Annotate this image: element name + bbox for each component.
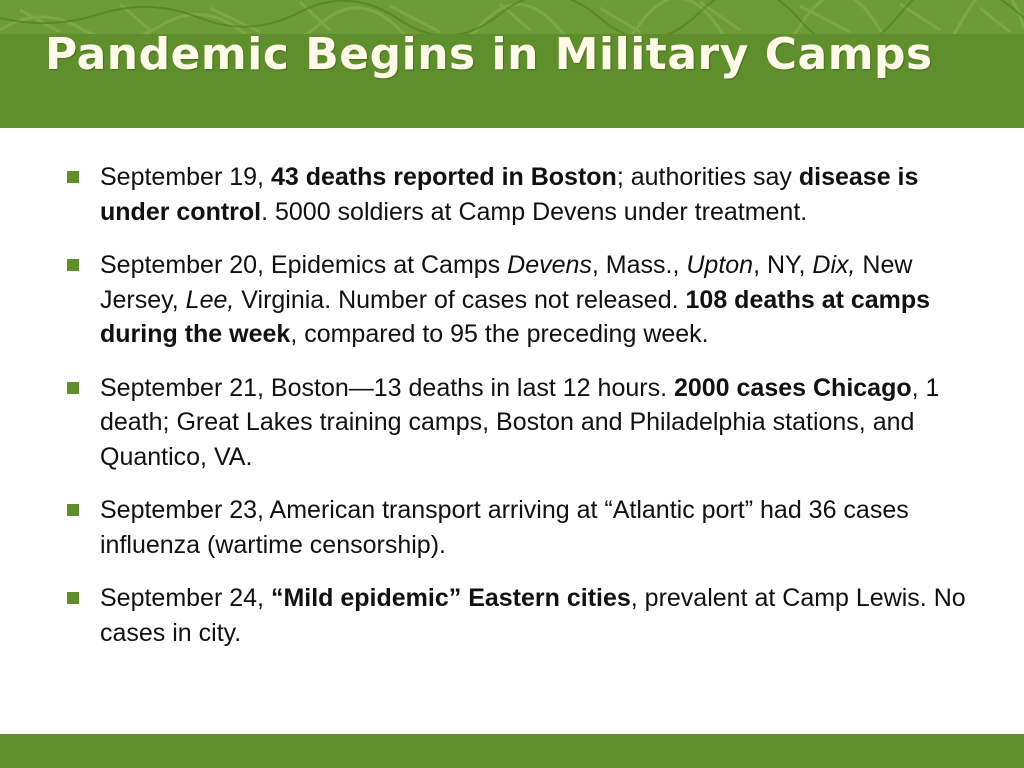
text-run: September 23, American transport arriving at “Atlantic port” had 36 cases influenza (wartime censorship). (100, 496, 909, 559)
bullet-square-icon (67, 171, 79, 183)
bullet-square-icon (67, 592, 79, 604)
bullet-text (100, 581, 982, 650)
text-run: 43 deaths reported in Boston (270, 163, 617, 191)
text-run: , prevalent at Camp Lewis. No cases in city. (100, 584, 966, 647)
bullet-text (100, 160, 982, 229)
bullet-square-icon (67, 259, 79, 271)
text-run: 2000 cases Chicago (673, 373, 912, 402)
text-run: ; authorities say (616, 163, 799, 191)
text-run: 108 deaths at camps during the week (100, 285, 931, 348)
text-run: Virginia. Number of cases not released. (234, 285, 686, 314)
footer-band (0, 734, 1024, 768)
slide-title: Pandemic Begins in Military Camps (45, 29, 933, 80)
bullet-square-icon (67, 504, 79, 516)
text-run: disease is under control (100, 163, 919, 226)
text-run: , Mass., (591, 251, 687, 279)
bullet-item (62, 160, 982, 229)
bullet-text (100, 248, 982, 352)
bullet-list (62, 160, 982, 669)
text-run: Lee, (185, 285, 235, 314)
header-band (0, 0, 1024, 128)
text-run: . 5000 soldiers at Camp Devens under treatment. (261, 197, 808, 226)
text-run: September 24, (100, 584, 271, 612)
bullet-text (100, 493, 982, 562)
text-run: “Mild epidemic” Eastern cities (270, 584, 631, 612)
text-run: , compared to 95 the preceding week. (290, 320, 709, 348)
text-run: September 21, Boston—13 deaths in last 12 hours. (100, 373, 674, 402)
text-run: , 1 death; Great Lakes training camps, Boston and Philadelphia stations, and Quantico, VA. (100, 373, 940, 471)
text-run: September 20, Epidemics at Camps (100, 251, 508, 279)
text-run: , NY, (753, 251, 813, 279)
text-run: Devens (507, 251, 592, 279)
text-run: September 19, (100, 163, 271, 191)
bullet-item (62, 493, 982, 562)
bullet-square-icon (67, 382, 79, 394)
text-run: New Jersey, (100, 251, 913, 314)
bullet-item (62, 581, 982, 650)
bullet-text (100, 371, 982, 475)
bullet-item (62, 248, 982, 352)
text-run: Upton (686, 251, 754, 279)
bullet-item (62, 371, 982, 475)
text-run: Dix, (812, 251, 856, 279)
